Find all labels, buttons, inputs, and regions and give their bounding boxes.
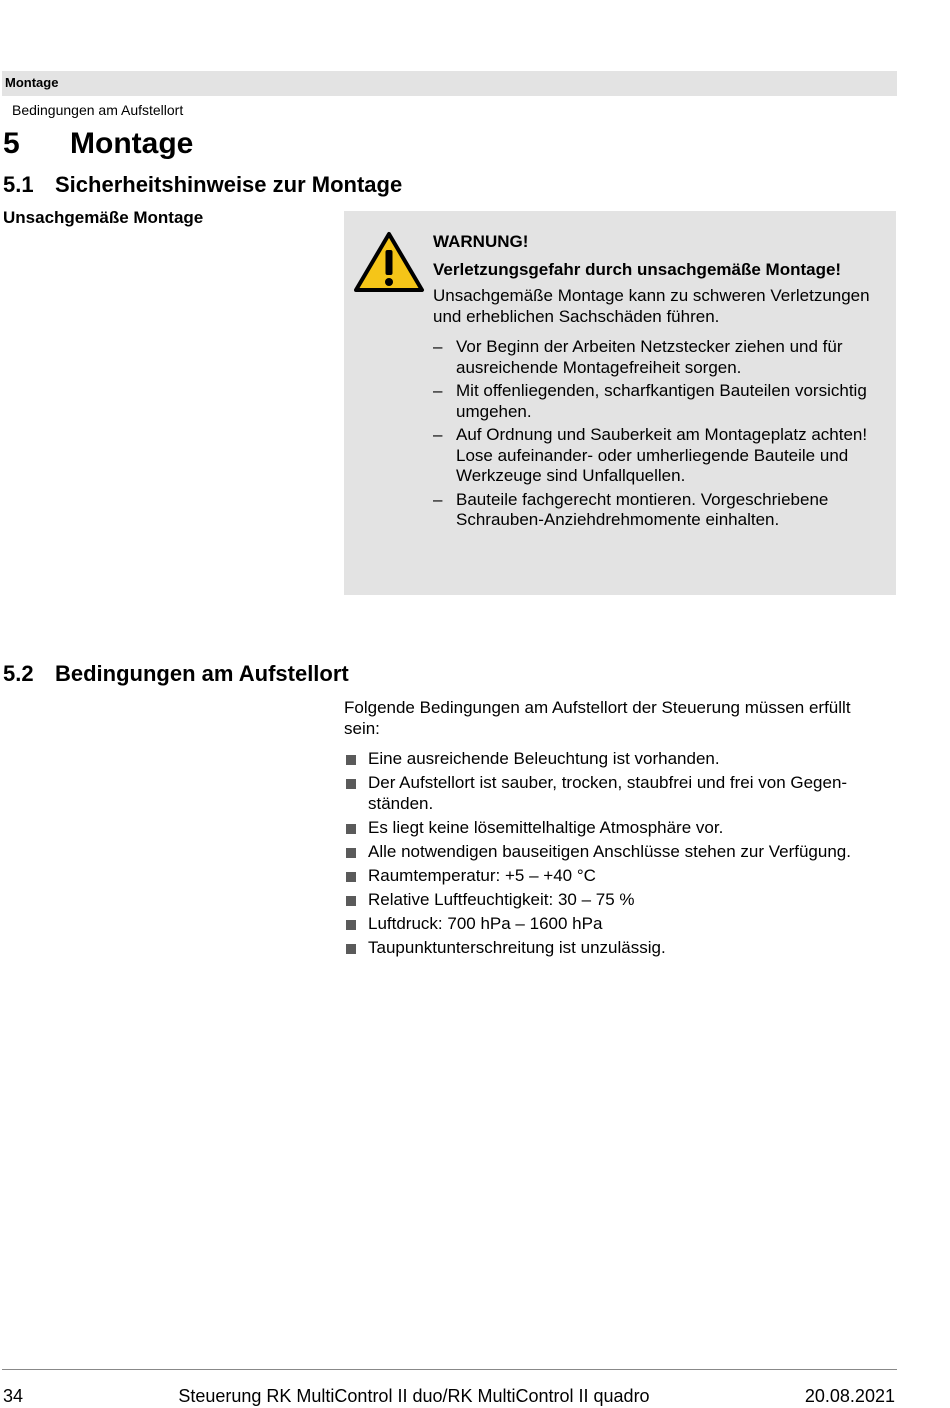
list-item [344,842,900,863]
section-number: 5.1 [3,172,34,197]
list-item [344,773,900,814]
chapter-number: 5 [3,127,20,160]
warning-body: Unsachgemäße Montage kann zu schweren Verletzungen und erheblichen Sachschäden führen. [433,286,870,326]
list-item [433,381,873,422]
page-number: 34 [3,1386,24,1406]
list-item-text: Bauteile fachgerecht montieren. Vorgeschriebene Schrauben-Anziehdrehmomente einhalten. [456,489,829,529]
dash-marker: – [433,489,443,509]
warning-content [433,232,873,534]
subheading: Unsachgemäße Montage [3,208,204,227]
warning-list [433,337,873,531]
section-title: Sicherheitshinweise zur Montage [55,172,403,197]
list-item-text: Auf Ordnung und Sauberkeit am Montageplatz achten! Lose aufeinander- oder umherliegende Bauteile und Werkzeuge sind Unfallquellen. [456,425,868,485]
square-bullet-icon [346,944,356,954]
square-bullet-icon [346,848,356,858]
warning-box [344,211,896,595]
running-header-chapter: Montage [5,75,59,90]
dash-marker: – [433,381,443,400]
section-number: 5.2 [3,661,34,686]
warning-headline: Verletzungsgefahr durch unsachgemäße Montage! [433,259,842,279]
warning-triangle-icon [353,230,425,294]
list-item-text: Alle notwendigen bauseitigen Anschlüsse stehen zur Verfügung. [368,841,851,861]
list-item-text: Eine ausreichende Beleuchtung ist vorhanden. [368,749,720,768]
section-heading-5-1 [3,172,402,198]
list-item-text: Raumtemperatur: +5 – +40 °C [368,865,596,885]
list-item-text: Der Aufstellort ist sauber, trocken, staubfrei und frei von Gegenständen. [368,773,848,813]
page-footer [3,1386,895,1407]
square-bullet-icon [346,896,356,906]
chapter-heading [3,127,193,161]
conditions-intro: Folgende Bedingungen am Aufstellort der Steuerung müssen erfüllt sein: [344,698,851,738]
dash-marker: – [433,425,443,444]
square-bullet-icon [346,779,356,789]
list-item-text: Vor Beginn der Arbeiten Netzstecker ziehen und für ausreichende Montagefreiheit sorgen. [456,337,843,377]
square-bullet-icon [346,920,356,930]
running-header-section: Bedingungen am Aufstellort [12,102,184,118]
square-bullet-icon [346,824,356,834]
section-heading-5-2 [3,661,349,687]
document-date: 20.08.2021 [804,1386,895,1406]
list-item-text: Es liegt keine lösemittelhaltige Atmosphäre vor. [368,817,724,837]
list-item [344,818,900,839]
list-item [433,490,873,531]
warning-signal-word: WARNUNG! [433,232,529,251]
list-item-text: Mit offenliegenden, scharfkantigen Bauteilen vorsichtig umgehen. [456,381,867,421]
dash-marker: – [433,337,443,356]
list-item [344,938,900,959]
list-item-text: Relative Luftfeuchtigkeit: 30 – 75 % [368,889,635,909]
running-header-bar [2,71,897,96]
chapter-title: Montage [70,127,194,160]
list-item [344,749,900,770]
list-item-text: Taupunktunterschreitung ist unzulässig. [368,938,666,958]
conditions-list [344,749,900,962]
list-item-text: Luftdruck: 700 hPa – 1600 hPa [368,914,603,934]
square-bullet-icon [346,755,356,765]
list-item [344,914,900,935]
section-title: Bedingungen am Aufstellort [55,661,349,686]
list-item [344,890,900,911]
document-title: Steuerung RK MultiControl II duo/RK MultiControl II quadro [178,1386,650,1406]
list-item [433,425,873,487]
list-item [344,866,900,887]
list-item [433,337,873,378]
square-bullet-icon [346,872,356,882]
footer-divider [2,1369,897,1370]
